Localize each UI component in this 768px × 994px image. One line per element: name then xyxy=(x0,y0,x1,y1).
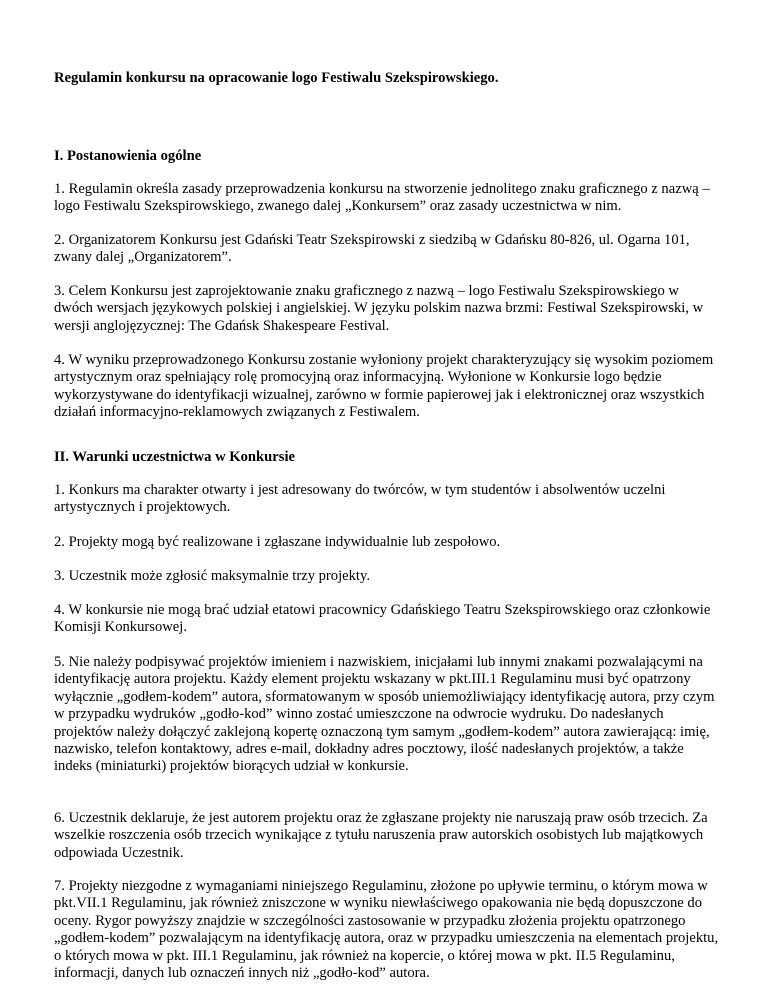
paragraph-2-3: 3. Uczestnik może zgłosić maksymalnie trzy projekty. xyxy=(54,568,370,584)
section-title: Postanowienia ogólne xyxy=(66,148,202,164)
paragraph-2-6: 6. Uczestnik deklaruje, że jest autorem projektu oraz że zgłaszane projekty nie naruszają praw osób trzecich. Za wszelkie roszczenia osób trzecich wynikające z tytułu naruszenia praw autorskich osobistych lub majątkowych odpowiada Uczestnik. xyxy=(54,810,708,861)
section-heading-2 xyxy=(54,448,720,466)
paragraph-2-5: 5. Nie należy podpisywać projektów imieniem i nazwiskiem, inicjałami lub innymi znakami pozwalającymi na identyfikację autora projektu. Każdy element projektu wskazany w pkt.III.1 Regulaminu musi być opatrzony wyłącznie „godłem-kodem” autora, sformatowanym w sposób uniemożliwiający identyfikację autora, przy czym w przypadku wydruków „godło-kod” winno zostać umieszczone na odwrocie wydruku. Do nadesłanych projektów należy dołączyć zaklejoną kopertę oznaczoną tym samym „godłem-kodem” autora zawierającą: imię, nazwisko, telefon kontaktowy, adres e-mail, dokładny adres pocztowy, ilość nadesłanych projektów, a także indeks (miniaturki) projektów biorących udział w konkursie. xyxy=(54,654,715,775)
paragraph-1-1: 1. Regulamin określa zasady przeprowadzenia konkursu na stworzenie jednolitego znaku graficznego z nazwą – logo Festiwalu Szekspirowskiego, zwanego dalej „Konkursem” oraz zasady uczestnictwa w nim. xyxy=(54,181,710,215)
paragraph-2-1: 1. Konkurs ma charakter otwarty i jest adresowany do twórców, w tym studentów i absolwentów uczelni artystycznych i projektowych. xyxy=(54,482,666,516)
paragraph-1-3: 3. Celem Konkursu jest zaprojektowanie znaku graficznego z nazwą – logo Festiwalu Szekspirowskiego w dwóch wersjach językowych polskiej i angielskiej. W języku polskim nazwa brzmi: Festiwal Szekspirowski, w wersji anglojęzycznej: The Gdańsk Shakespeare Festival. xyxy=(54,283,704,334)
paragraph-1-2: 2. Organizatorem Konkursu jest Gdański Teatr Szekspirowski z siedzibą w Gdańsku 80-826, ul. Ogarna 101, zwany dalej „Organizatorem”. xyxy=(54,232,690,266)
section-heading-1 xyxy=(54,147,720,165)
paragraph-2-4: 4. W konkursie nie mogą brać udział etatowi pracownicy Gdańskiego Teatru Szekspirowskiego oraz członkowie Komisji Konkursowej. xyxy=(54,602,711,636)
section-title: Warunki uczestnictwa w Konkursie xyxy=(72,449,295,465)
section-number: II. xyxy=(54,449,70,465)
paragraph-2-7: 7. Projekty niezgodne z wymaganiami niniejszego Regulaminu, złożone po upływie terminu, o którym mowa w pkt.VII.1 Regulaminu, jak również zniszczone w wyniku niewłaściwego opakowania nie będą dopuszczone do oceny. Rygor powyższy znajdzie w szczególności zastosowanie w przypadku złożenia projektu opatrzonego „godłem-kodem” pozwalającym na identyfikację autora, oraz w przypadku umieszczenia na elementach projektu, o których mowa w pkt. III.1 Regulaminu, jak również na kopercie, o której mowa w pkt. II.5 Regulaminu, informacji, danych lub oznaczeń innych niż „godło-kod” autora. xyxy=(54,878,719,982)
document-title: Regulamin konkursu na opracowanie logo Festiwalu Szekspirowskiego. xyxy=(54,70,499,86)
section-number: I. xyxy=(54,148,64,164)
paragraph-1-4: 4. W wyniku przeprowadzonego Konkursu zostanie wyłoniony projekt charakteryzujący się wysokim poziomem artystycznym oraz spełniający rolę promocyjną oraz informacyjną. Wyłonione w Konkursie logo będzie wykorzystywane do identyfikacji wizualnej, zarówno w formie papierowej jak i elektronicznej oraz wszystkich działań informacyjno-reklamowych związanych z Festiwalem. xyxy=(54,352,714,421)
paragraph-2-2: 2. Projekty mogą być realizowane i zgłaszane indywidualnie lub zespołowo. xyxy=(54,534,501,550)
